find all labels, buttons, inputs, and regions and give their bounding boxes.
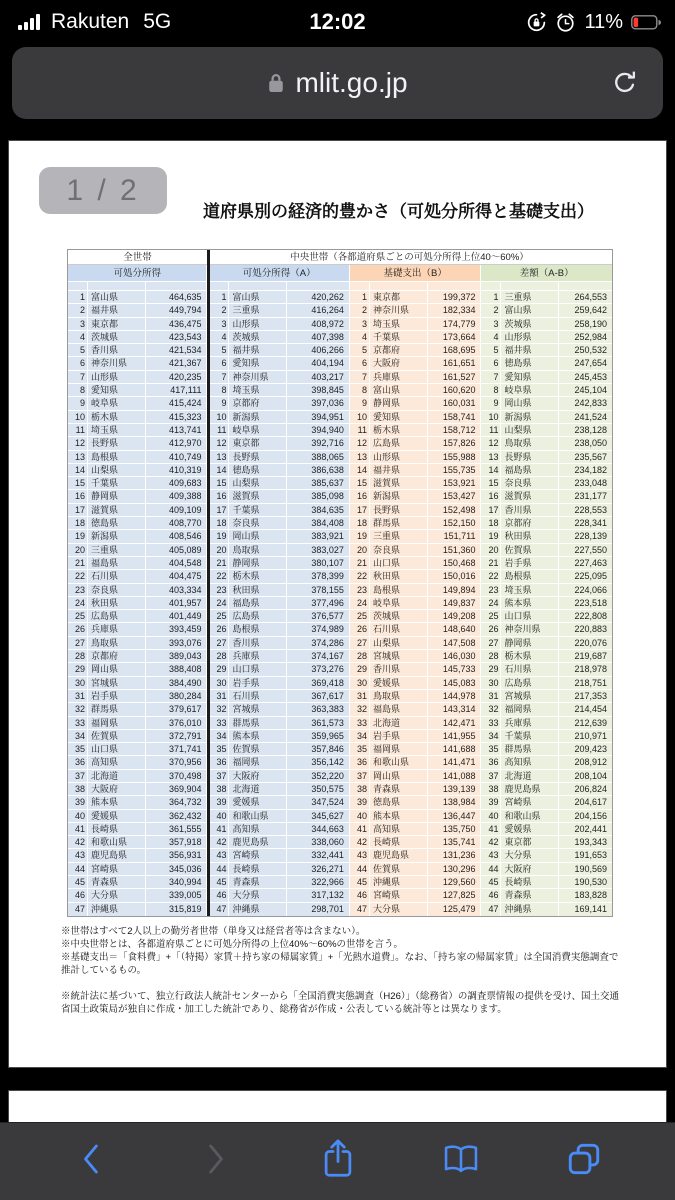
table-row: 12 東京都 392,716 (209, 437, 348, 450)
table-row: 26 神奈川県 220,883 (481, 623, 612, 636)
table-row: 3 埼玉県 174,779 (350, 318, 481, 331)
battery-percent-label: 11% (584, 10, 623, 33)
table-row: 33 福岡県 376,010 (68, 717, 206, 730)
table-row: 20 奈良県 151,360 (350, 544, 481, 557)
table-row: 30 広島県 218,751 (481, 677, 612, 690)
column-header: 基礎支出（B） (350, 265, 481, 282)
table-row: 35 山口県 371,741 (68, 743, 206, 756)
table-row: 34 岩手県 141,955 (350, 730, 481, 743)
table-row: 1 東京都 199,372 (350, 291, 481, 304)
table-row: 11 埼玉県 413,741 (68, 424, 206, 437)
table-row: 21 静岡県 380,107 (209, 557, 348, 570)
carrier-label: Rakuten (51, 10, 130, 33)
table-row: 38 大阪府 369,904 (68, 783, 206, 796)
table-row: 40 和歌山県 204,156 (481, 810, 612, 823)
table-row: 37 北海道 370,498 (68, 770, 206, 783)
table-row: 40 愛媛県 362,432 (68, 810, 206, 823)
table-row: 34 佐賀県 372,791 (68, 730, 206, 743)
column-header: 差額（A-B） (481, 265, 612, 282)
table-row: 34 千葉県 210,971 (481, 730, 612, 743)
table-row: 27 山梨県 147,508 (350, 637, 481, 650)
table-row: 3 東京都 436,475 (68, 318, 206, 331)
table-row: 29 岡山県 388,408 (68, 663, 206, 676)
table-row: 19 三重県 151,711 (350, 530, 481, 543)
table-row: 27 鳥取県 393,076 (68, 637, 206, 650)
table-row: 25 広島県 376,577 (209, 610, 348, 623)
table-row: 19 新潟県 408,546 (68, 530, 206, 543)
document-page (8, 140, 667, 1068)
table-row: 9 岡山県 242,833 (481, 397, 612, 410)
table-row: 32 福島県 143,314 (350, 703, 481, 716)
table-row: 34 熊本県 359,965 (209, 730, 348, 743)
table-row: 30 愛媛県 145,083 (350, 677, 481, 690)
table-row: 17 滋賀県 409,109 (68, 504, 206, 517)
table-row: 8 愛知県 417,111 (68, 384, 206, 397)
share-icon[interactable] (316, 1137, 360, 1181)
table-row: 25 山口県 222,808 (481, 610, 612, 623)
spacer-row (350, 282, 481, 291)
table-row: 42 長崎県 135,741 (350, 836, 481, 849)
header-middle-households: 中央世帯（各都道府県ごとの可処分所得上位40～60%） (290, 252, 529, 263)
table-row: 45 長崎県 190,530 (481, 876, 612, 889)
table-row: 29 石川県 218,978 (481, 663, 612, 676)
table-row: 6 愛知県 404,194 (209, 357, 348, 370)
table-row: 19 岡山県 383,921 (209, 530, 348, 543)
table-row: 45 青森県 322,966 (209, 876, 348, 889)
table-row: 36 和歌山県 141,471 (350, 756, 481, 769)
table-row: 12 広島県 157,826 (350, 437, 481, 450)
table-row: 43 宮崎県 332,441 (209, 849, 348, 862)
table-row: 9 京都府 397,036 (209, 397, 348, 410)
table-row: 46 宮崎県 127,825 (350, 889, 481, 902)
table-row: 16 新潟県 153,427 (350, 490, 481, 503)
table-row: 36 福岡県 356,142 (209, 756, 348, 769)
table-row: 21 山口県 150,468 (350, 557, 481, 570)
table-row: 33 北海道 142,471 (350, 717, 481, 730)
table-row: 8 岐阜県 245,104 (481, 384, 612, 397)
table-row: 14 山梨県 410,319 (68, 464, 206, 477)
column-header: 可処分所得 (68, 265, 206, 282)
table-row: 3 茨城県 258,190 (481, 318, 612, 331)
table-row: 15 奈良県 233,048 (481, 477, 612, 490)
table-row: 2 神奈川県 182,334 (350, 304, 481, 317)
table-row: 39 宮崎県 204,617 (481, 796, 612, 809)
table-row: 10 新潟県 394,951 (209, 411, 348, 424)
table-row: 47 沖縄県 169,141 (481, 903, 612, 916)
next-page-preview (8, 1090, 667, 1123)
table-row: 1 富山県 420,262 (209, 291, 348, 304)
table-row: 24 福島県 377,496 (209, 597, 348, 610)
table-row: 45 青森県 340,994 (68, 876, 206, 889)
tabs-icon[interactable] (562, 1137, 606, 1181)
table-row: 47 大分県 125,479 (350, 903, 481, 916)
column-header: 可処分所得（A） (209, 265, 348, 282)
spacer-row (209, 282, 348, 291)
table-row: 37 岡山県 141,088 (350, 770, 481, 783)
table-row: 47 沖縄県 315,819 (68, 903, 206, 916)
table-row: 35 佐賀県 357,846 (209, 743, 348, 756)
table-row: 40 和歌山県 345,627 (209, 810, 348, 823)
table-row: 8 富山県 160,620 (350, 384, 481, 397)
table-row: 2 三重県 416,264 (209, 304, 348, 317)
table-row: 6 大阪府 161,651 (350, 357, 481, 370)
table-row: 15 山梨県 385,637 (209, 477, 348, 490)
table-row: 33 群馬県 361,573 (209, 717, 348, 730)
table-row: 27 香川県 374,286 (209, 637, 348, 650)
table-row: 9 静岡県 160,031 (350, 397, 481, 410)
table-row: 30 宮城県 384,490 (68, 677, 206, 690)
table-row: 14 徳島県 386,638 (209, 464, 348, 477)
table-row: 15 滋賀県 153,921 (350, 477, 481, 490)
spacer-row (68, 282, 206, 291)
table-row: 14 福島県 234,182 (481, 464, 612, 477)
table-row: 32 群馬県 379,617 (68, 703, 206, 716)
table-row: 20 三重県 405,089 (68, 544, 206, 557)
prefecture-stats-table (67, 249, 613, 917)
table-row: 21 福島県 404,548 (68, 557, 206, 570)
table-row: 44 大阪府 190,569 (481, 863, 612, 876)
table-row: 23 奈良県 403,334 (68, 584, 206, 597)
table-row: 42 鹿児島県 338,060 (209, 836, 348, 849)
table-row: 13 長野県 235,567 (481, 451, 612, 464)
table-row: 43 鹿児島県 131,236 (350, 849, 481, 862)
table-row: 5 香川県 421,534 (68, 344, 206, 357)
url-domain: mlit.go.jp (295, 67, 408, 98)
table-row: 22 島根県 225,095 (481, 570, 612, 583)
table-row: 20 鳥取県 383,027 (209, 544, 348, 557)
table-row: 28 宮城県 146,030 (350, 650, 481, 663)
table-row: 44 宮崎県 345,036 (68, 863, 206, 876)
column-group-middle-disposable-income (209, 265, 348, 916)
table-row: 5 福井県 250,532 (481, 344, 612, 357)
table-row: 13 長野県 388,065 (209, 451, 348, 464)
footnote-line: ※世帯はすべて2人以上の勤労者世帯（単身又は経営者等は含まない）。 (61, 926, 366, 937)
table-row: 23 埼玉県 224,066 (481, 584, 612, 597)
table-row: 24 岐阜県 149,837 (350, 597, 481, 610)
table-row: 26 島根県 374,989 (209, 623, 348, 636)
clock-time: 12:02 (309, 9, 366, 34)
table-row: 45 沖縄県 129,560 (350, 876, 481, 889)
table-row: 14 福井県 155,735 (350, 464, 481, 477)
column-group-all-disposable-income (68, 265, 206, 916)
table-row: 39 愛媛県 347,524 (209, 796, 348, 809)
table-row: 31 岩手県 380,284 (68, 690, 206, 703)
table-row: 31 石川県 367,617 (209, 690, 348, 703)
signal-bars-icon (18, 14, 43, 30)
table-row: 4 茨城県 407,398 (209, 331, 348, 344)
table-row: 36 高知県 208,912 (481, 756, 612, 769)
table-row: 20 佐賀県 227,550 (481, 544, 612, 557)
table-row: 30 岩手県 369,418 (209, 677, 348, 690)
table-row: 5 京都府 168,695 (350, 344, 481, 357)
table-row: 27 静岡県 220,076 (481, 637, 612, 650)
table-row: 17 長野県 152,498 (350, 504, 481, 517)
table-row: 23 秋田県 378,155 (209, 584, 348, 597)
table-row: 8 埼玉県 398,845 (209, 384, 348, 397)
status-bar (0, 0, 675, 40)
table-row: 32 宮城県 363,383 (209, 703, 348, 716)
table-row: 7 愛知県 245,453 (481, 371, 612, 384)
table-row: 4 千葉県 173,664 (350, 331, 481, 344)
table-row: 39 熊本県 364,732 (68, 796, 206, 809)
table-row: 4 茨城県 423,543 (68, 331, 206, 344)
table-row: 17 千葉県 384,635 (209, 504, 348, 517)
table-row: 41 長崎県 361,555 (68, 823, 206, 836)
table-row: 21 岩手県 227,463 (481, 557, 612, 570)
table-row: 12 長野県 412,970 (68, 437, 206, 450)
table-row: 47 沖縄県 298,701 (209, 903, 348, 916)
table-row: 36 高知県 370,956 (68, 756, 206, 769)
table-row: 18 京都府 228,341 (481, 517, 612, 530)
table-row: 40 熊本県 136,447 (350, 810, 481, 823)
table-row: 10 栃木県 415,323 (68, 411, 206, 424)
table-row: 28 栃木県 219,687 (481, 650, 612, 663)
table-row: 38 青森県 139,139 (350, 783, 481, 796)
table-row: 37 北海道 208,104 (481, 770, 612, 783)
table-row: 29 香川県 145,733 (350, 663, 481, 676)
footnote-paragraph: ※統計法に基づいて、独立行政法人統計センターから「全国消費実態調査（H26）」（総務省）の調査票情報の提供を受け、国土交通省国土政策局が独自に作成・加工した統計であり、総務省が作成・公表している統計等とは異なります。 (61, 991, 619, 1015)
table-row: 24 熊本県 223,518 (481, 597, 612, 610)
table-row: 43 大分県 191,653 (481, 849, 612, 862)
table-row: 43 鹿児島県 356,931 (68, 849, 206, 862)
forward-button[interactable] (193, 1137, 237, 1181)
table-row: 42 和歌山県 357,918 (68, 836, 206, 849)
table-row: 18 奈良県 384,408 (209, 517, 348, 530)
table-row: 11 岐阜県 394,940 (209, 424, 348, 437)
table-row: 22 秋田県 150,016 (350, 570, 481, 583)
table-row: 11 栃木県 158,712 (350, 424, 481, 437)
table-row: 6 徳島県 247,654 (481, 357, 612, 370)
table-row: 11 山梨県 238,128 (481, 424, 612, 437)
table-row: 31 鳥取県 144,978 (350, 690, 481, 703)
alarm-clock-icon (555, 12, 576, 33)
table-row: 16 滋賀県 231,177 (481, 490, 612, 503)
table-row: 46 大分県 317,132 (209, 889, 348, 902)
back-button[interactable] (70, 1137, 114, 1181)
header-all-households: 全世帯 (123, 252, 152, 263)
footnotes (61, 925, 627, 1016)
table-row: 7 兵庫県 161,527 (350, 371, 481, 384)
table-row: 44 佐賀県 130,296 (350, 863, 481, 876)
table-row: 16 静岡県 409,388 (68, 490, 206, 503)
table-row: 3 山形県 408,972 (209, 318, 348, 331)
browser-address-bar-area (0, 42, 675, 126)
table-row: 29 山口県 373,276 (209, 663, 348, 676)
table-row: 5 福井県 406,266 (209, 344, 348, 357)
table-row: 24 秋田県 401,957 (68, 597, 206, 610)
table-row: 1 富山県 464,635 (68, 291, 206, 304)
page-title: 道府県別の経済的豊かさ（可処分所得と基礎支出） (203, 202, 594, 221)
table-row: 7 山形県 420,235 (68, 371, 206, 384)
table-row: 15 千葉県 409,683 (68, 477, 206, 490)
footnote-line: ※中央世帯とは、各都道府県ごとに可処分所得の上位40%～60%の世帯を言う。 (61, 939, 404, 950)
table-row: 26 石川県 148,640 (350, 623, 481, 636)
browser-toolbar (0, 1122, 675, 1200)
table-row: 22 栃木県 378,399 (209, 570, 348, 583)
battery-icon (631, 15, 661, 30)
table-row: 9 岐阜県 415,424 (68, 397, 206, 410)
column-group-difference (480, 265, 612, 916)
table-row: 23 島根県 149,894 (350, 584, 481, 597)
address-bar[interactable] (12, 47, 663, 119)
table-row: 35 群馬県 209,423 (481, 743, 612, 756)
table-row: 6 神奈川県 421,367 (68, 357, 206, 370)
table-row: 41 高知県 135,750 (350, 823, 481, 836)
table-row: 12 鳥取県 238,050 (481, 437, 612, 450)
table-row: 33 兵庫県 212,639 (481, 717, 612, 730)
table-row: 25 茨城県 149,208 (350, 610, 481, 623)
table-row: 41 愛媛県 202,441 (481, 823, 612, 836)
spacer-row (481, 282, 612, 291)
table-row: 39 徳島県 138,984 (350, 796, 481, 809)
table-row: 38 北海道 350,575 (209, 783, 348, 796)
rotation-lock-icon (526, 12, 547, 33)
table-row: 28 京都府 389,043 (68, 650, 206, 663)
table-row: 26 兵庫県 393,459 (68, 623, 206, 636)
tls-lock-icon (267, 71, 285, 95)
table-row: 38 鹿児島県 206,824 (481, 783, 612, 796)
table-row: 7 神奈川県 403,217 (209, 371, 348, 384)
table-row: 19 秋田県 228,139 (481, 530, 612, 543)
table-row: 18 徳島県 408,770 (68, 517, 206, 530)
table-row: 10 愛知県 158,741 (350, 411, 481, 424)
footnote-line: ※基礎支出＝「食料費」+「（特掲）家賃＋持ち家の帰属家賃」+「光熱水道費」。なお、「持ち家の帰属家賃」は全国消費実態調査で推計しているもの。 (61, 952, 619, 976)
table-row: 35 福岡県 141,688 (350, 743, 481, 756)
table-row: 28 兵庫県 374,167 (209, 650, 348, 663)
table-row: 1 三重県 264,553 (481, 291, 612, 304)
bookmarks-icon[interactable] (439, 1137, 483, 1181)
table-row: 2 富山県 259,642 (481, 304, 612, 317)
table-group-divider (207, 250, 210, 916)
table-top-header-row (68, 250, 612, 265)
network-type-label: 5G (143, 10, 172, 33)
table-row: 13 山形県 155,988 (350, 451, 481, 464)
table-row: 46 大分県 339,005 (68, 889, 206, 902)
table-row: 16 滋賀県 385,098 (209, 490, 348, 503)
table-row: 17 香川県 228,553 (481, 504, 612, 517)
table-row: 32 福岡県 214,454 (481, 703, 612, 716)
table-row: 31 宮城県 217,353 (481, 690, 612, 703)
page-indicator-badge: 1 / 2 (39, 167, 167, 214)
table-row: 18 群馬県 152,150 (350, 517, 481, 530)
table-row: 2 福井県 449,794 (68, 304, 206, 317)
table-row: 25 広島県 401,449 (68, 610, 206, 623)
table-row: 46 青森県 183,828 (481, 889, 612, 902)
table-row: 22 石川県 404,475 (68, 570, 206, 583)
table-row: 10 新潟県 241,524 (481, 411, 612, 424)
table-row: 13 島根県 410,749 (68, 451, 206, 464)
table-row: 4 山形県 252,984 (481, 331, 612, 344)
column-group-basic-expenditure (349, 265, 481, 916)
table-row: 37 大阪府 352,220 (209, 770, 348, 783)
table-row: 42 東京都 193,343 (481, 836, 612, 849)
table-row: 41 高知県 344,663 (209, 823, 348, 836)
reload-icon[interactable] (611, 69, 639, 97)
table-row: 44 長崎県 326,271 (209, 863, 348, 876)
